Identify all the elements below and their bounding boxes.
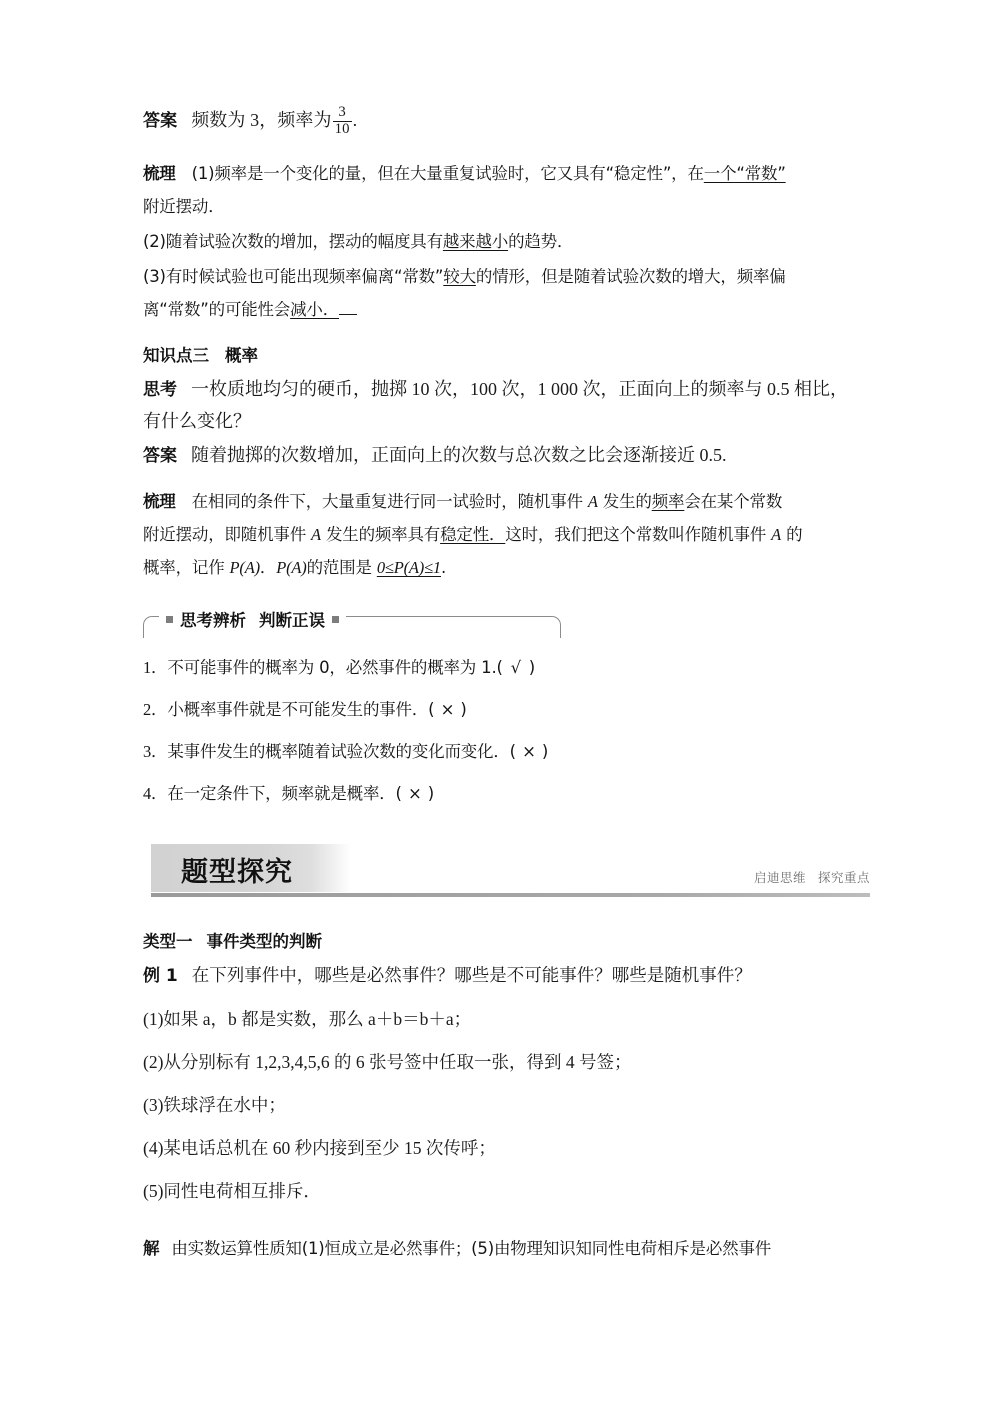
think-discriminate-title-b: 判断正误 xyxy=(259,611,325,631)
shuli-item3-text-a: (3)有时候试验也可能出现频率偏离“常数” xyxy=(143,267,444,287)
think-question-block xyxy=(143,374,878,437)
shuli-prob-l3-b: ． xyxy=(259,558,277,578)
shuli-item1-text-b: 附近摆动． xyxy=(143,197,225,217)
page-content xyxy=(143,105,878,1259)
shuli-prob-l1-b: 发生的 xyxy=(597,492,652,512)
solution-label: 解 xyxy=(143,1239,160,1259)
example-prompt xyxy=(143,962,878,989)
tf-item-mark: × xyxy=(440,700,455,720)
tf-item xyxy=(143,654,878,678)
shuli-prob-l3-a: 概率，记作 xyxy=(143,558,230,578)
probability-notation-1: P(A) xyxy=(229,558,260,578)
section-banner-title: 题型探究 xyxy=(181,857,293,889)
shuli-frequency-block xyxy=(143,157,878,326)
banner-rule-line xyxy=(151,893,870,897)
shuli-item1-underlined: 一个“常数” xyxy=(703,164,786,184)
knowledge-point-name: 概率 xyxy=(225,346,258,366)
shuli-prob-line-3 xyxy=(143,551,878,584)
shuli-item3-underlined: 较大 xyxy=(443,267,476,287)
tf-item-number: 2． xyxy=(143,700,168,720)
shuli-item2-text-a: (2)随着试验次数的增加，摆动的幅度具有 xyxy=(143,232,443,252)
shuli-prob-l3-c: 的范围是 xyxy=(306,558,377,578)
shuli-item1-text-a: (1)频率是一个变化的量，但在大量重复试验时，它又具有“稳定性”，在 xyxy=(191,164,704,184)
shuli-probability-block xyxy=(143,485,878,584)
banner-sub-a: 启迪思维 xyxy=(753,870,806,886)
tf-item-number: 3． xyxy=(143,742,168,762)
tf-item-text: 某事件发生的概率随着试验次数的变化而变化．( xyxy=(167,742,516,762)
tf-item-close: ) xyxy=(528,658,535,678)
knowledge-point-title: 知识点三 xyxy=(143,346,209,366)
shuli-item-1 xyxy=(143,157,878,190)
type-heading xyxy=(143,928,878,952)
example-item: (5)同性电荷相互排斥． xyxy=(143,1181,321,1202)
shuli-item2-text-b: 的趋势． xyxy=(508,232,574,252)
solution-text: 由实数运算性质知(1)恒成立是必然事件；(5)由物理知识知同性电荷相斥是必然事件 xyxy=(171,1239,772,1259)
shuli-prob-line-2 xyxy=(143,518,878,551)
tf-item-number: 4． xyxy=(143,784,168,804)
example-label: 例 1 xyxy=(143,966,178,987)
think-question-line-1 xyxy=(143,374,878,406)
shuli-prob-label: 梳理 xyxy=(143,492,176,512)
shuli-prob-line-1 xyxy=(143,485,878,518)
tf-item-text: 小概率事件就是不可能发生的事件．( xyxy=(167,700,435,720)
shuli-prob-l1-a: 在相同的条件下，大量重复进行同一试验时，随机事件 xyxy=(191,492,588,512)
think-answer-label: 答案 xyxy=(143,445,177,466)
tf-item-mark: × xyxy=(522,742,536,762)
shuli-prob-l1-underlined: 频率 xyxy=(651,492,685,512)
think-text-line2: 有什么变化？ xyxy=(143,411,251,432)
shuli-prob-l2-b: 发生的频率具有 xyxy=(320,525,441,545)
square-marker-right-icon xyxy=(332,616,339,623)
example-text: 在下列事件中，哪些是必然事件？哪些是不可能事件？哪些是随机事件？ xyxy=(191,965,752,986)
section-banner xyxy=(143,844,878,902)
think-discriminate-title-wrap xyxy=(159,608,346,630)
type-label: 类型一 xyxy=(143,932,193,952)
answer-frequency-line xyxy=(143,105,878,137)
shuli-label: 梳理 xyxy=(143,164,176,184)
tf-item-mark: × xyxy=(407,784,422,804)
shuli-prob-l2-a: 附近摆动，即随机事件 xyxy=(143,525,312,545)
tf-item-mark: √ xyxy=(510,658,521,678)
tf-item-text: 在一定条件下，频率就是概率．( xyxy=(167,784,402,804)
shuli-item-3 xyxy=(143,260,878,293)
think-discriminate-header xyxy=(143,608,878,638)
shuli-prob-l2-underlined: 稳定性． xyxy=(440,525,506,545)
tf-item xyxy=(143,696,878,720)
section-banner-subtitle xyxy=(754,868,870,886)
answer-text-before: 频数为 3，频率为 xyxy=(191,110,332,130)
think-text-line1: 一枚质地均匀的硬币，抛掷 10 次，100 次，1 000 次，正面向上的频率与 0.5 相比， xyxy=(191,379,848,400)
example-item: (4)某电话总机在 60 秒内接到至少 15 次传呼； xyxy=(143,1138,496,1158)
shuli-item3-text-b: 的情形，但是随着试验次数的增大，频率偏 xyxy=(475,267,786,287)
think-discriminate-list xyxy=(143,654,878,804)
event-variable-a-2: A xyxy=(311,525,321,545)
answer-text-after: . xyxy=(352,110,358,130)
tf-item xyxy=(143,780,878,804)
fraction-denominator: 10 xyxy=(334,120,350,137)
probability-notation-2: P(A) xyxy=(276,558,307,578)
think-answer-text: 随着抛掷的次数增加，正面向上的次数与总次数之比会逐渐接近 0.5. xyxy=(191,444,727,465)
shuli-prob-l3-d: . xyxy=(441,558,447,578)
think-answer-line xyxy=(143,440,878,472)
fraction-numerator: 3 xyxy=(338,104,346,121)
shuli-item2-underlined: 越来越小 xyxy=(442,232,509,252)
shuli-item3-text-c: 离“常数”的可能性会 xyxy=(143,300,291,320)
event-variable-a: A xyxy=(587,492,598,512)
think-discriminate-title-a: 思考辨析 xyxy=(180,611,246,631)
think-discriminate-title xyxy=(180,607,325,631)
shuli-item-2 xyxy=(143,225,878,258)
event-variable-a-3: A xyxy=(771,525,782,545)
banner-sub-b: 探究重点 xyxy=(817,870,870,886)
tf-item-number: 1． xyxy=(143,658,168,678)
solution-line xyxy=(143,1235,878,1259)
shuli-item3-underlined-2: 减小． xyxy=(290,300,340,320)
think-label: 思考 xyxy=(143,380,177,401)
shuli-item-3-cont xyxy=(143,293,878,326)
tf-item-close: ) xyxy=(541,742,549,762)
example-item: (3)铁球浮在水中； xyxy=(143,1094,286,1115)
answer-label: 答案 xyxy=(143,111,178,131)
tf-item-text: 不可能事件的概率为 0，必然事件的概率为 1.( xyxy=(167,658,503,678)
example-item: (2)从分别标有 1,2,3,4,5,6 的 6 张号签中任取一张，得到 4 号签； xyxy=(143,1051,632,1072)
shuli-prob-l2-c: 这时，我们把这个常数叫作随机事件 xyxy=(505,525,772,545)
square-marker-left-icon xyxy=(166,616,173,623)
think-question-line-2 xyxy=(143,406,878,438)
example-item: (1)如果 a，b 都是实数，那么 a＋b＝b＋a； xyxy=(143,1008,472,1029)
tf-item-close: ) xyxy=(460,700,467,720)
shuli-item-1-cont xyxy=(143,190,878,223)
knowledge-point-heading xyxy=(143,342,878,366)
shuli-prob-l1-c: 会在某个常数 xyxy=(684,492,783,512)
tf-item xyxy=(143,738,878,762)
probability-range-underlined: 0≤P(A)≤1 xyxy=(376,558,441,578)
tf-item-close: ) xyxy=(427,784,435,804)
fraction-three-tenths xyxy=(333,105,352,137)
type-name: 事件类型的判断 xyxy=(206,932,322,952)
shuli-prob-l2-d: 的 xyxy=(781,525,803,545)
